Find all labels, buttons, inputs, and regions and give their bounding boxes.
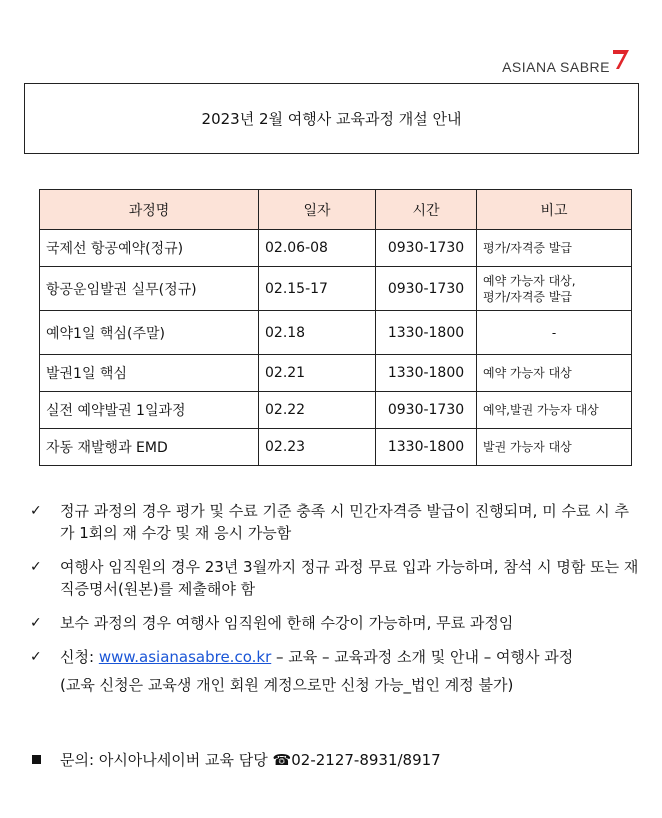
note-item	[30, 556, 640, 600]
check-icon: ✓	[30, 615, 42, 631]
course-note	[477, 230, 632, 267]
note-line: 평가/자격증 발급	[483, 241, 573, 255]
header-note: 비고	[477, 190, 632, 230]
asiana-sabre-logo	[492, 47, 632, 75]
course-time: 1330-1800	[376, 429, 477, 466]
table-row	[40, 267, 632, 311]
contact-phone: 02-2127-8931/8917	[291, 750, 441, 769]
course-name: 자동 재발행과 EMD	[40, 429, 259, 466]
note-line: 예약 가능자 대상	[483, 366, 572, 380]
notes-list	[30, 500, 640, 696]
course-date: 02.23	[259, 429, 376, 466]
course-date: 02.15-17	[259, 267, 376, 311]
table-row	[40, 355, 632, 392]
apply-label: 신청:	[60, 648, 95, 666]
logo-wing-icon	[610, 47, 632, 71]
note-text: 여행사 임직원의 경우 23년 3월까지 정규 과정 무료 입과 가능하며, 참석 시 명함 또는 재직증명서(원본)를 제출해야 함	[60, 558, 639, 598]
course-date: 02.18	[259, 311, 376, 355]
course-note	[477, 355, 632, 392]
bullet-square-icon	[32, 755, 41, 764]
apply-text	[60, 646, 640, 668]
apply-link[interactable]: www.asianasabre.co.kr	[98, 648, 272, 666]
course-date: 02.21	[259, 355, 376, 392]
table-row	[40, 230, 632, 267]
course-name: 발권1일 핵심	[40, 355, 259, 392]
contact-text: 아시아나세이버 교육 담당	[98, 751, 268, 769]
course-name: 예약1일 핵심(주말)	[40, 311, 259, 355]
apply-note	[30, 646, 640, 668]
note-text: 정규 과정의 경우 평가 및 수료 기준 충족 시 민간자격증 발급이 진행되며, 미 수료 시 추가 1회의 재 수강 및 재 응시 가능함	[60, 502, 629, 542]
check-icon: ✓	[30, 559, 42, 575]
header-time: 시간	[376, 190, 477, 230]
note-text: 보수 과정의 경우 여행사 임직원에 한해 수강이 가능하며, 무료 과정임	[60, 614, 514, 632]
course-name: 항공운임발권 실무(정규)	[40, 267, 259, 311]
course-date: 02.06-08	[259, 230, 376, 267]
course-schedule-table	[39, 189, 632, 466]
check-icon: ✓	[30, 649, 42, 665]
course-note	[477, 267, 632, 311]
course-time: 0930-1730	[376, 230, 477, 267]
course-name: 국제선 항공예약(정규)	[40, 230, 259, 267]
course-date: 02.22	[259, 392, 376, 429]
header-course: 과정명	[40, 190, 259, 230]
course-time: 0930-1730	[376, 392, 477, 429]
header-date: 일자	[259, 190, 376, 230]
course-time: 0930-1730	[376, 267, 477, 311]
contact-label: 문의:	[60, 751, 95, 769]
course-note	[477, 429, 632, 466]
check-icon: ✓	[30, 503, 42, 519]
table-row	[40, 392, 632, 429]
note-item	[30, 500, 640, 544]
logo-text: ASIANA SABRE	[502, 59, 610, 75]
note-line: 예약,발권 가능자 대상	[483, 403, 599, 417]
table-row	[40, 311, 632, 355]
table-header-row	[40, 190, 632, 230]
phone-icon: ☎	[272, 750, 292, 769]
course-time: 1330-1800	[376, 355, 477, 392]
page-title-box	[24, 83, 639, 154]
course-time: 1330-1800	[376, 311, 477, 355]
note-line: 발권 가능자 대상	[483, 440, 572, 454]
apply-path: – 교육 – 교육과정 소개 및 안내 – 여행사 과정	[276, 648, 574, 666]
course-name: 실전 예약발권 1일과정	[40, 392, 259, 429]
page-title: 2023년 2월 여행사 교육과정 개설 안내	[201, 110, 462, 128]
note-line: 예약 가능자 대상,	[483, 273, 576, 288]
note-item	[30, 612, 640, 634]
table-row	[40, 429, 632, 466]
course-note	[477, 392, 632, 429]
note-line: -	[551, 325, 557, 340]
course-note	[477, 311, 632, 355]
contact-line	[30, 749, 441, 770]
apply-sub-note: (교육 신청은 교육생 개인 회원 계정으로만 신청 가능_법인 계정 불가)	[60, 676, 514, 694]
note-line: 평가/자격증 발급	[483, 289, 573, 304]
